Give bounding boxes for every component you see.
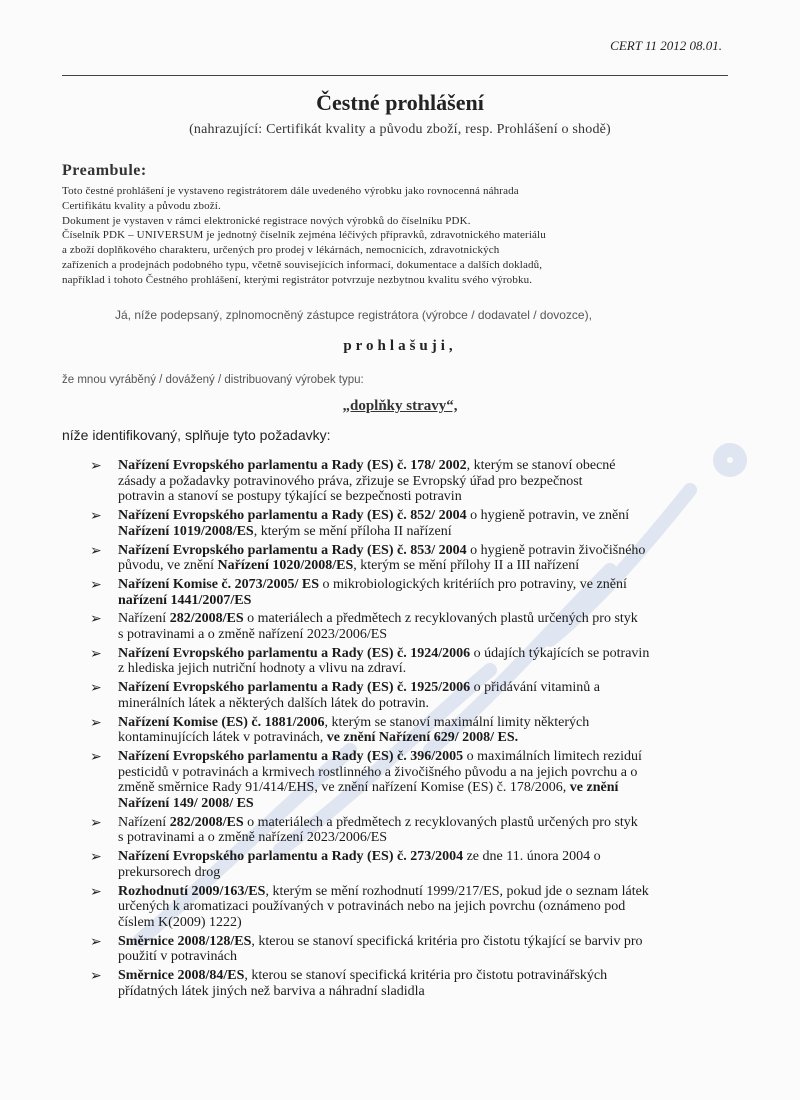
requirement-text: minerálních látek a některých dalších látek do potravin. bbox=[118, 695, 429, 711]
requirement-line bbox=[118, 696, 730, 712]
requirements-intro: níže identifikovaný, splňuje tyto požadavky: bbox=[62, 427, 331, 443]
requirement-line bbox=[118, 765, 730, 781]
requirement-text: o přidávání vitaminů a bbox=[470, 680, 600, 696]
regulation-reference: Nařízení Evropského parlamentu a Rady (ES) č. 396/2005 bbox=[118, 748, 464, 764]
requirement-text: změně směrnice Rady 91/414/EHS, ve znění nařízení Komise (ES) č. 178/2006, bbox=[118, 780, 570, 796]
preamble-line: Certifikátu kvality a původu zboží. bbox=[62, 199, 221, 212]
requirement-text: o materiálech a předmětech z recyklovaných plastů určených pro styk bbox=[243, 814, 638, 830]
requirement-text: přídatných látek jiných než barviva a náhradní sladidla bbox=[118, 983, 425, 999]
requirement-text: , kterým se mění přílohy II a III nařízení bbox=[353, 558, 580, 574]
requirement-item bbox=[90, 680, 730, 711]
requirement-item bbox=[90, 577, 730, 608]
arrow-bullet-icon: ➢ bbox=[90, 714, 102, 731]
requirement-line bbox=[118, 849, 730, 865]
requirement-text: o hygieně potravin, ve znění bbox=[466, 508, 630, 524]
regulation-reference: ve znění Nařízení 629/ 2008/ ES. bbox=[326, 730, 519, 746]
requirement-line bbox=[118, 815, 730, 831]
regulation-reference: Nařízení Evropského parlamentu a Rady (ES) č. 1925/2006 bbox=[118, 680, 471, 696]
requirement-line bbox=[118, 524, 730, 540]
requirement-line bbox=[118, 646, 730, 662]
requirement-line bbox=[118, 968, 730, 984]
regulation-reference: nařízení 1441/2007/ES bbox=[118, 592, 252, 608]
regulation-reference: Nařízení 149/ 2008/ ES bbox=[118, 796, 254, 812]
requirement-text: s potravinami a o změně nařízení 2023/2006/ES bbox=[118, 627, 388, 643]
requirement-line bbox=[118, 611, 730, 627]
requirement-text: o materiálech a předmětech z recyklovaných plastů určených pro styk bbox=[243, 611, 638, 627]
arrow-bullet-icon: ➢ bbox=[90, 611, 102, 628]
arrow-bullet-icon: ➢ bbox=[90, 508, 102, 525]
arrow-bullet-icon: ➢ bbox=[90, 883, 102, 900]
requirement-line bbox=[118, 899, 730, 915]
requirement-text: , kterým se mění rozhodnutí 1999/217/ES, pokud jde o seznam látek bbox=[265, 883, 649, 899]
requirement-text: určených k aromatizaci používaných v potravinách nebo na jejich povrchu (oznámeno pod bbox=[118, 899, 626, 915]
requirement-line bbox=[118, 661, 730, 677]
requirement-item bbox=[90, 815, 730, 846]
requirement-item bbox=[90, 934, 730, 965]
requirement-text: kontaminujících látek v potravinách, bbox=[118, 730, 327, 746]
requirement-text: použití v potravinách bbox=[118, 949, 237, 965]
requirement-line bbox=[118, 593, 730, 609]
requirement-line bbox=[118, 627, 730, 643]
requirement-line bbox=[118, 884, 730, 900]
regulation-reference: Nařízení Evropského parlamentu a Rady (ES) č. 178/ 2002 bbox=[118, 458, 467, 473]
requirement-line bbox=[118, 680, 730, 696]
requirement-item bbox=[90, 458, 730, 505]
requirements-list bbox=[90, 458, 730, 1003]
requirement-item bbox=[90, 611, 730, 642]
requirement-text: , kterým se mění příloha II nařízení bbox=[253, 523, 452, 539]
regulation-reference: Rozhodnutí 2009/163/ES bbox=[118, 883, 266, 899]
requirement-line bbox=[118, 543, 730, 559]
requirement-item bbox=[90, 543, 730, 574]
preamble-line: a zboží doplňkového charakteru, určených pro prodej v lékárnách, nemocnicích, zdravotnických bbox=[62, 244, 500, 257]
preamble-text bbox=[62, 184, 712, 288]
regulation-reference: Nařízení Komise č. 2073/2005/ ES bbox=[118, 576, 320, 592]
regulation-reference: Nařízení Evropského parlamentu a Rady (ES) č. 852/ 2004 bbox=[118, 508, 467, 524]
requirement-text: původu, ve znění bbox=[118, 558, 218, 574]
requirement-line bbox=[118, 577, 730, 593]
arrow-bullet-icon: ➢ bbox=[90, 576, 102, 593]
requirement-text: ze dne 11. února 2004 o bbox=[463, 849, 601, 865]
requirement-line bbox=[118, 865, 730, 881]
requirement-line bbox=[118, 489, 730, 505]
regulation-reference: Nařízení Komise (ES) č. 1881/2006 bbox=[118, 714, 325, 730]
requirement-text: zásady a požadavky potravinového práva, zřizuje se Evropský úřad pro bezpečnost bbox=[118, 473, 583, 489]
requirement-line bbox=[118, 474, 730, 490]
arrow-bullet-icon: ➢ bbox=[90, 680, 102, 697]
requirement-item bbox=[90, 715, 730, 746]
product-category: „doplňky stravy“, bbox=[342, 398, 458, 414]
requirement-text: , kterou se stanoví specifická kritéria pro čistotu potravinářských bbox=[244, 968, 608, 984]
requirement-line bbox=[118, 780, 730, 796]
preamble-heading: Preambule: bbox=[62, 162, 147, 179]
requirement-item bbox=[90, 646, 730, 677]
regulation-reference: 282/2008/ES bbox=[169, 611, 244, 627]
arrow-bullet-icon: ➢ bbox=[90, 542, 102, 559]
regulation-reference: Nařízení 1019/2008/ES bbox=[118, 523, 254, 539]
requirement-line bbox=[118, 915, 730, 931]
regulation-reference: Nařízení Evropského parlamentu a Rady (ES) č. 273/2004 bbox=[118, 849, 464, 865]
requirement-line bbox=[118, 558, 730, 574]
requirement-item bbox=[90, 749, 730, 812]
requirement-text: , kterým se stanoví maximální limity některých bbox=[324, 714, 590, 730]
requirement-text: , kterým se stanoví obecné bbox=[466, 458, 616, 473]
preamble-line: Toto čestné prohlášení je vystaveno registrátorem dále uvedeného výrobku jako rovnocenná náhrada bbox=[62, 185, 519, 197]
requirement-line bbox=[118, 749, 730, 765]
requirement-line bbox=[118, 458, 730, 474]
regulation-reference: Směrnice 2008/84/ES bbox=[118, 968, 245, 984]
document-subtitle: (nahrazující: Certifikát kvality a původu zboží, resp. Prohlášení o shodě) bbox=[189, 122, 611, 137]
regulation-reference: Nařízení 1020/2008/ES bbox=[217, 558, 354, 574]
document-title: Čestné prohlášení bbox=[316, 90, 484, 115]
requirement-text: Nařízení bbox=[118, 814, 170, 830]
declarant-statement: Já, níže podepsaný, zplnomocněný zástupce registrátora (výrobce / dodavatel / dovozce), bbox=[115, 308, 592, 322]
header-divider bbox=[62, 75, 728, 76]
requirement-line bbox=[118, 508, 730, 524]
requirement-text: potravin a stanoví se postupy týkající se bezpečnosti potravin bbox=[118, 489, 462, 505]
requirement-item bbox=[90, 849, 730, 880]
requirement-text: s potravinami a o změně nařízení 2023/2006/ES bbox=[118, 830, 388, 846]
document-code: CERT 11 2012 08.01. bbox=[610, 38, 722, 53]
requirement-line bbox=[118, 796, 730, 812]
requirement-text: o maximálních limitech reziduí bbox=[463, 748, 642, 764]
requirement-text: pesticidů v potravinách a krmivech rostlinného a živočišného původu a na jejich povrchu a o bbox=[118, 764, 638, 780]
requirement-text: z hlediska jejich nutriční hodnoty a vlivu na zdraví. bbox=[118, 661, 407, 677]
arrow-bullet-icon: ➢ bbox=[90, 748, 102, 765]
requirement-item bbox=[90, 968, 730, 999]
requirement-item bbox=[90, 884, 730, 931]
requirement-text: , kterou se stanoví specifická kritéria pro čistotu týkající se barviv pro bbox=[251, 933, 643, 949]
arrow-bullet-icon: ➢ bbox=[90, 968, 102, 985]
arrow-bullet-icon: ➢ bbox=[90, 814, 102, 831]
requirement-line bbox=[118, 934, 730, 950]
preamble-line: Číselník PDK – UNIVERSUM je jednotný číselník zejména léčivých přípravků, zdravotnického materiálu bbox=[62, 229, 546, 242]
requirement-line bbox=[118, 984, 730, 1000]
regulation-reference: Směrnice 2008/128/ES bbox=[118, 933, 252, 949]
preamble-line: například i tohoto Čestného prohlášení, kterými registrátor potvrzuje nezbytnou kvalitu svého výrobku. bbox=[62, 273, 533, 286]
arrow-bullet-icon: ➢ bbox=[90, 645, 102, 662]
requirement-line bbox=[118, 730, 730, 746]
requirement-line bbox=[118, 715, 730, 731]
requirement-item bbox=[90, 508, 730, 539]
requirement-line bbox=[118, 949, 730, 965]
requirement-text: o údajích týkajících se potravin bbox=[470, 645, 650, 661]
requirement-text: číslem K(2009) 1222) bbox=[118, 914, 242, 930]
regulation-reference: 282/2008/ES bbox=[169, 814, 244, 830]
preamble-line: Dokument je vystaven v rámci elektronické registrace nových výrobků do číselníku PDK. bbox=[62, 214, 471, 227]
requirement-text: prekursorech drog bbox=[118, 864, 221, 880]
requirement-line bbox=[118, 830, 730, 846]
arrow-bullet-icon: ➢ bbox=[90, 933, 102, 950]
requirement-text: o hygieně potravin živočišného bbox=[466, 542, 646, 558]
requirement-text: Nařízení bbox=[118, 611, 170, 627]
preamble-line: zařízeních a prodejnách podobného typu, včetně souvisejících informací, dokumentace a dalších dokladů, bbox=[62, 258, 543, 271]
declaration-verb: prohlašuji, bbox=[343, 338, 457, 354]
product-type-line: že mnou vyráběný / dovážený / distribuovaný výrobek typu: bbox=[62, 374, 364, 386]
requirement-text: o mikrobiologických kritériích pro potraviny, ve znění bbox=[319, 576, 627, 592]
regulation-reference: ve znění bbox=[569, 780, 619, 796]
regulation-reference: Nařízení Evropského parlamentu a Rady (ES) č. 1924/2006 bbox=[118, 645, 471, 661]
regulation-reference: Nařízení Evropského parlamentu a Rady (ES) č. 853/ 2004 bbox=[118, 542, 467, 558]
arrow-bullet-icon: ➢ bbox=[90, 458, 102, 474]
arrow-bullet-icon: ➢ bbox=[90, 849, 102, 866]
